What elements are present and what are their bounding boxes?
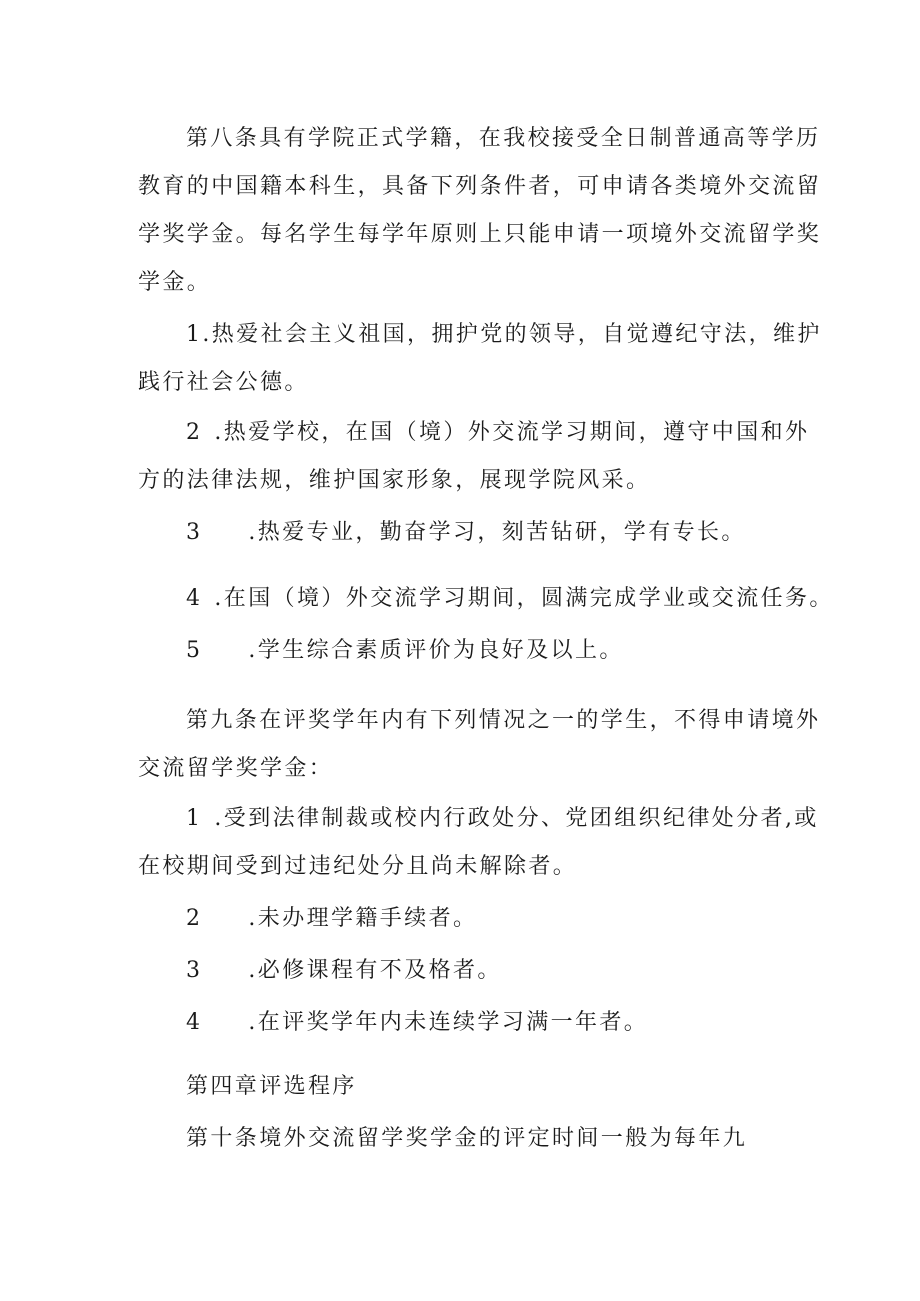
article-9-item-1 xyxy=(186,804,819,834)
article-8-item-2 xyxy=(186,418,809,448)
article-9-item-3 xyxy=(186,956,502,986)
article-9-item-1-cont: 在校期间受到过违纪处分且尚未解除者。 xyxy=(138,854,578,879)
item-number: 3 xyxy=(186,958,203,983)
item-text: .受到法律制裁或校内行政处分、党团组织纪律处分者,或 xyxy=(214,806,819,831)
item-text: .学生综合素质评价为良好及以上。 xyxy=(248,638,624,663)
item-text: .热爱专业，勤奋学习，刻苦钻研，学有专长。 xyxy=(248,520,746,545)
item-text: .必修课程有不及格者。 xyxy=(248,958,502,983)
item-number: 3 xyxy=(186,520,203,545)
article-8-item-1-cont: 践行社会公德。 xyxy=(138,370,309,395)
article-8-item-2-cont: 方的法律法规，维护国家形象，展现学院风采。 xyxy=(138,468,651,493)
article-9-line-1: 第九条在评奖学年内有下列情况之一的学生，不得申请境外 xyxy=(186,708,821,733)
item-number: 1 xyxy=(186,806,203,831)
chapter-4-title: 第四章评选程序 xyxy=(186,1074,357,1099)
article-8-line-4: 学金。 xyxy=(138,270,212,295)
item-text: .热爱学校，在国（境）外交流学习期间，遵守中国和外 xyxy=(214,420,810,445)
article-9-item-2 xyxy=(186,904,477,934)
article-8-item-4 xyxy=(186,584,834,614)
item-number: 4 xyxy=(186,586,203,611)
article-10-line-1: 第十条境外交流留学奖学金的评定时间一般为每年九 xyxy=(186,1126,748,1151)
item-text: .未办理学籍手续者。 xyxy=(248,906,478,931)
item-text: .在评奖学年内未连续学习满一年者。 xyxy=(248,1010,649,1035)
item-text: .在国（境）外交流学习期间，圆满完成学业或交流任务。 xyxy=(214,586,834,611)
article-8-line-2: 教育的中国籍本科生，具备下列条件者，可申请各类境外交流留 xyxy=(138,174,822,199)
item-number: 1 xyxy=(186,322,203,347)
item-number: 2 xyxy=(186,906,203,931)
article-8-item-3 xyxy=(186,518,746,548)
item-text: .热爱社会主义祖国，拥护党的领导，自觉遵纪守法，维护 xyxy=(202,322,822,347)
article-8-line-1: 第八条具有学院正式学籍，在我校接受全日制普通高等学历 xyxy=(186,126,821,151)
article-8-item-1 xyxy=(186,320,822,350)
article-8-item-5 xyxy=(186,636,624,666)
article-8-line-3: 学奖学金。每名学生每学年原则上只能申请一项境外交流留学奖 xyxy=(138,222,822,247)
item-number: 2 xyxy=(186,420,203,445)
item-number: 4 xyxy=(186,1010,203,1035)
article-9-line-2: 交流留学奖学金： xyxy=(138,756,334,781)
article-9-item-4 xyxy=(186,1008,648,1038)
item-number: 5 xyxy=(186,638,203,663)
